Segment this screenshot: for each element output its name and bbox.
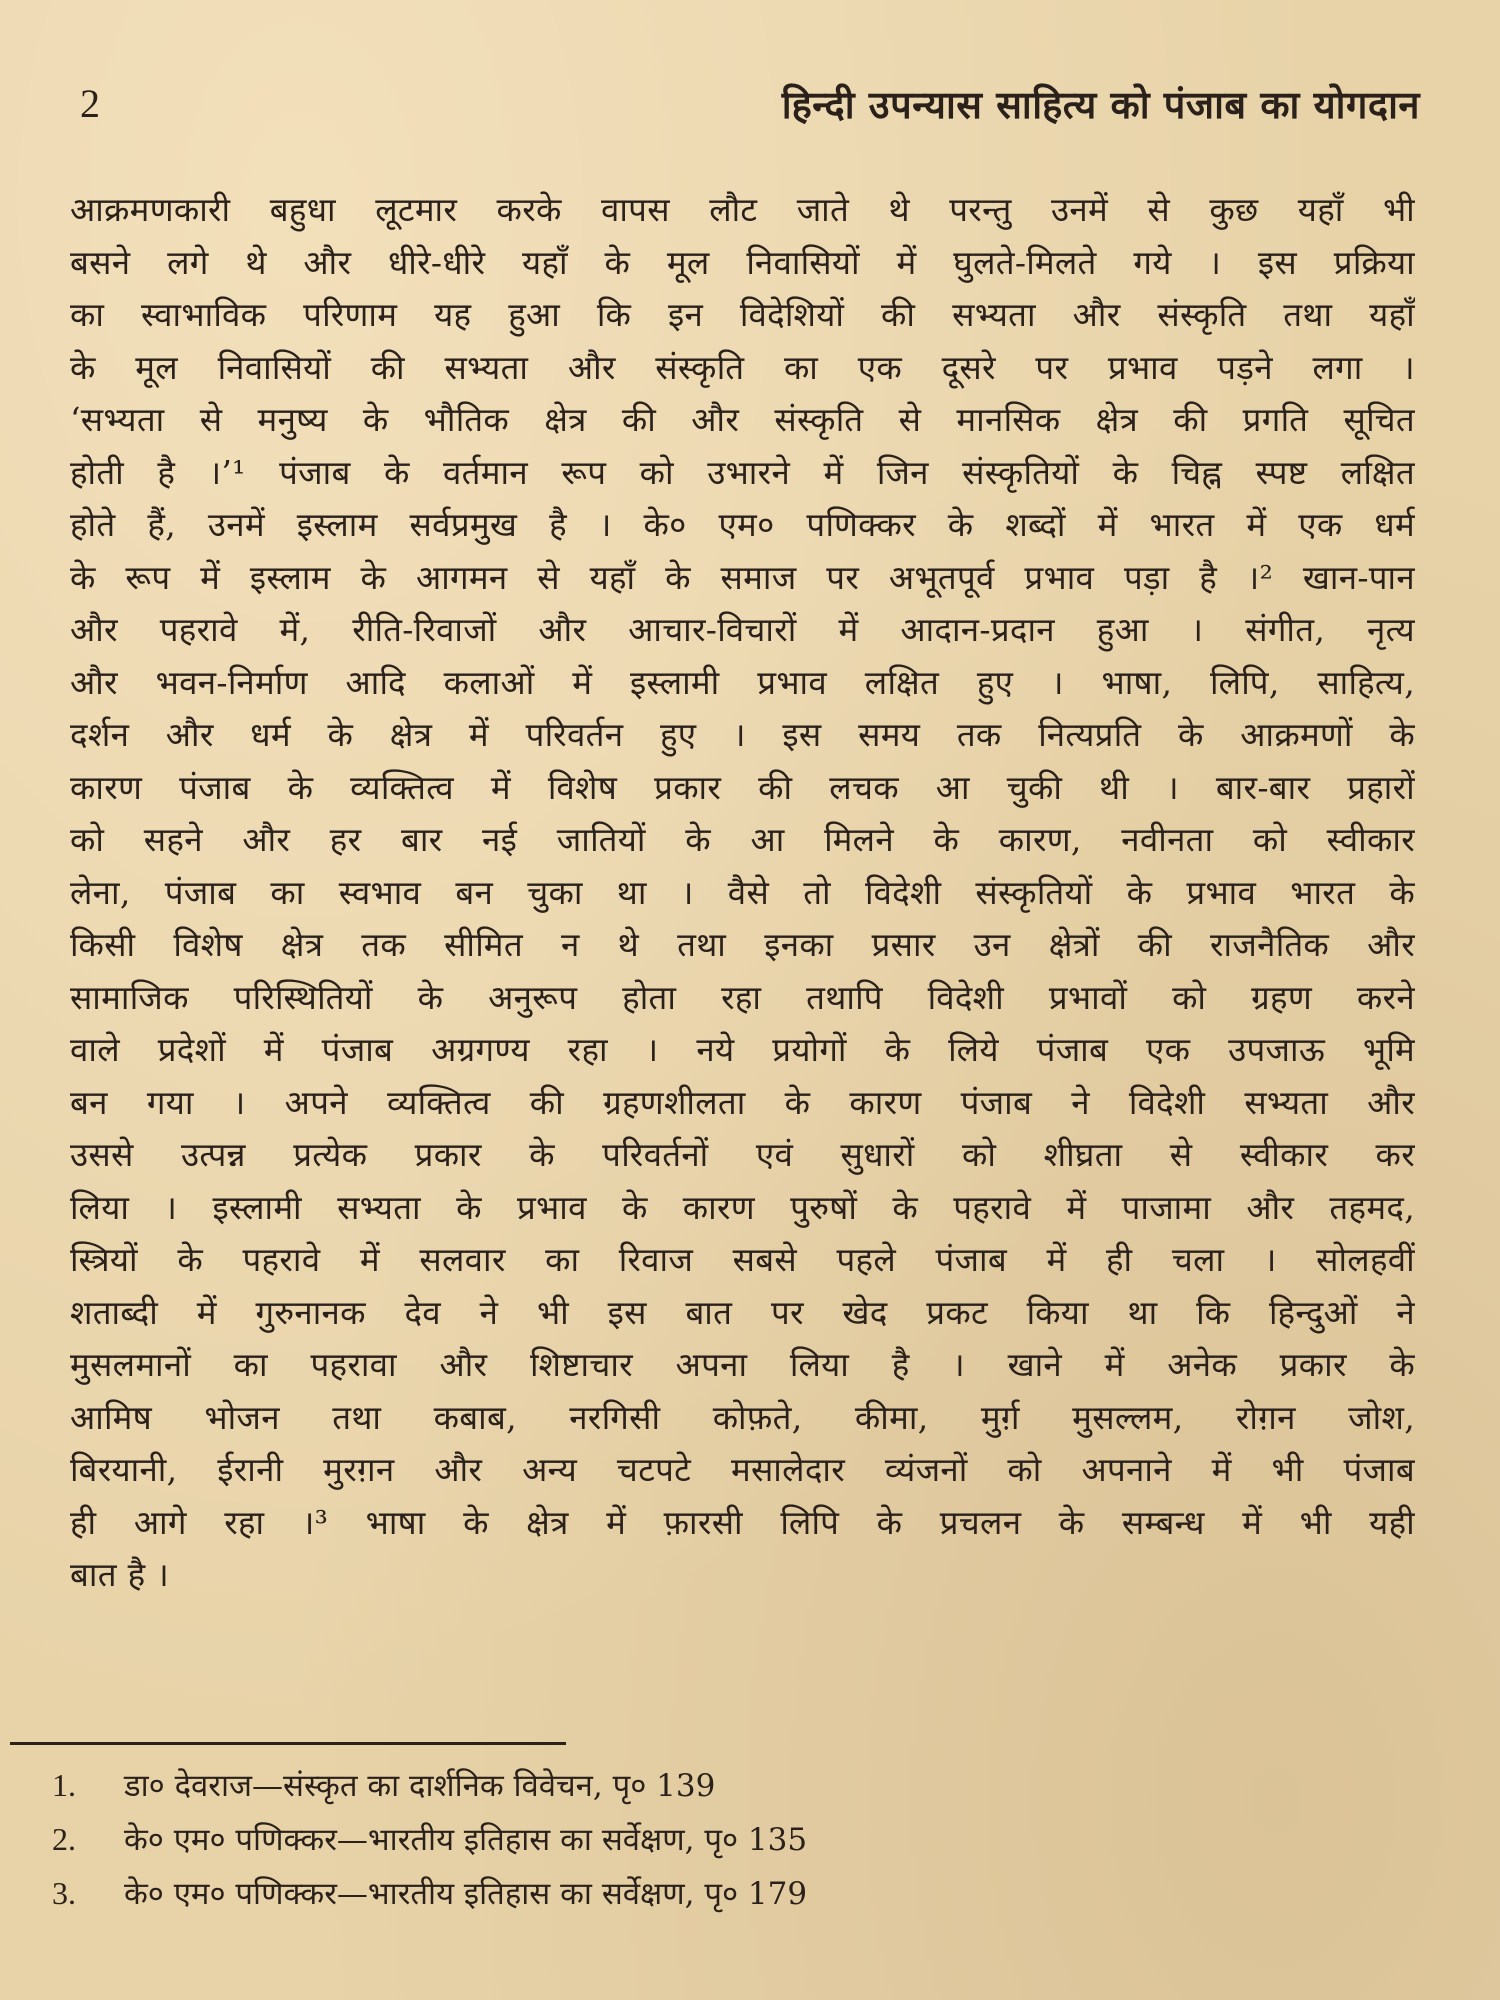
- footnote-divider: [10, 1742, 566, 1745]
- footnote: [52, 1812, 1052, 1866]
- text-line: आमिष भोजन तथा कबाब, नरगिसी कोफ़ते, कीमा, मुर्ग़ मुसल्लम, रोग़न जोश,: [70, 1397, 1415, 1437]
- text-line: कारण पंजाब के व्यक्तित्व में विशेष प्रकार की लचक आ चुकी थी । बार-बार प्रहारों: [70, 767, 1415, 807]
- footnote-text: डा० देवराज—संस्कृत का दार्शनिक विवेचन, पृ० 139: [124, 1768, 716, 1804]
- text-line: के मूल निवासियों की सभ्यता और संस्कृति का एक दूसरे पर प्रभाव पड़ने लगा ।: [70, 347, 1415, 387]
- text-line: होती है ।’¹ पंजाब के वर्तमान रूप को उभारने में जिन संस्कृतियों के चिह्न स्पष्ट लक्षित: [70, 452, 1415, 492]
- body-paragraph: [70, 184, 1415, 1602]
- text-line: बात है ।: [70, 1555, 170, 1594]
- footnote-number: 3.: [52, 1875, 76, 1911]
- footnote: [52, 1758, 1052, 1812]
- text-line: किसी विशेष क्षेत्र तक सीमित न थे तथा इनका प्रसार उन क्षेत्रों की राजनैतिक और: [70, 925, 1415, 964]
- text-line: ‘सभ्यता से मनुष्य के भौतिक क्षेत्र की और संस्कृति से मानसिक क्षेत्र की प्रगति सूचित: [70, 400, 1415, 439]
- text-line: और भवन-निर्माण आदि कलाओं में इस्लामी प्रभाव लक्षित हुए । भाषा, लिपि, साहित्य,: [70, 662, 1415, 702]
- text-line: का स्वाभाविक परिणाम यह हुआ कि इन विदेशियों की सभ्यता और संस्कृति तथा यहाँ: [70, 295, 1415, 334]
- page-number: 2: [80, 81, 100, 126]
- text-line: और पहरावे में, रीति-रिवाजों और आचार-विचारों में आदान-प्रदान हुआ । संगीत, नृत्य: [70, 610, 1415, 649]
- text-line: उससे उत्पन्न प्रत्येक प्रकार के परिवर्तनों एवं सुधारों को शीघ्रता से स्वीकार कर: [70, 1135, 1415, 1174]
- footnote-text: के० एम० पणिक्कर—भारतीय इतिहास का सर्वेक्षण, पृ० 135: [124, 1822, 808, 1858]
- text-line: लिया । इस्लामी सभ्यता के प्रभाव के कारण पुरुषों के पहरावे में पाजामा और तहमद,: [70, 1187, 1415, 1227]
- running-title: हिन्दी उपन्यास साहित्य को पंजाब का योगदान: [781, 82, 1420, 127]
- text-line: सामाजिक परिस्थितियों के अनुरूप होता रहा तथापि विदेशी प्रभावों को ग्रहण करने: [70, 977, 1415, 1017]
- text-line: के रूप में इस्लाम के आगमन से यहाँ के समाज पर अभूतपूर्व प्रभाव पड़ा है ।² खान-पान: [70, 557, 1415, 597]
- text-line: शताब्दी में गुरुनानक देव ने भी इस बात पर खेद प्रकट किया था कि हिन्दुओं ने: [70, 1292, 1415, 1332]
- footnote: [52, 1866, 1052, 1920]
- text-line: आक्रमणकारी बहुधा लूटमार करके वापस लौट जाते थे परन्तु उनमें से कुछ यहाँ भी: [70, 190, 1415, 229]
- text-line: को सहने और हर बार नई जातियों के आ मिलने के कारण, नवीनता को स्वीकार: [70, 820, 1415, 859]
- text-line: बिरयानी, ईरानी मुरग़न और अन्य चटपटे मसालेदार व्यंजनों को अपनाने में भी पंजाब: [70, 1450, 1415, 1489]
- footnote-text: के० एम० पणिक्कर—भारतीय इतिहास का सर्वेक्षण, पृ० 179: [124, 1876, 808, 1912]
- text-line: लेना, पंजाब का स्वभाव बन चुका था । वैसे तो विदेशी संस्कृतियों के प्रभाव भारत के: [70, 872, 1415, 912]
- text-line: दर्शन और धर्म के क्षेत्र में परिवर्तन हुए । इस समय तक नित्यप्रति के आक्रमणों के: [70, 715, 1415, 754]
- text-line: बसने लगे थे और धीरे-धीरे यहाँ के मूल निवासियों में घुलते-मिलते गये । इस प्रक्रिया: [70, 242, 1415, 282]
- footnote-number: 2.: [52, 1821, 76, 1857]
- text-line: होते हैं, उनमें इस्लाम सर्वप्रमुख है । के० एम० पणिक्कर के शब्दों में भारत में एक धर्म: [70, 505, 1415, 544]
- footnotes: [52, 1758, 1052, 1920]
- text-line: ही आगे रहा ।³ भाषा के क्षेत्र में फ़ारसी लिपि के प्रचलन के सम्बन्ध में भी यही: [70, 1502, 1415, 1542]
- page-header: [70, 78, 1420, 138]
- text-line: मुसलमानों का पहरावा और शिष्टाचार अपना लिया है । खाने में अनेक प्रकार के: [70, 1345, 1415, 1384]
- text-line: स्त्रियों के पहरावे में सलवार का रिवाज सबसे पहले पंजाब में ही चला । सोलहवीं: [70, 1240, 1415, 1279]
- footnote-number: 1.: [52, 1767, 76, 1803]
- text-line: वाले प्रदेशों में पंजाब अग्रगण्य रहा । नये प्रयोगों के लिये पंजाब एक उपजाऊ भूमि: [70, 1030, 1415, 1069]
- text-line: बन गया । अपने व्यक्तित्व की ग्रहणशीलता के कारण पंजाब ने विदेशी सभ्यता और: [70, 1082, 1415, 1122]
